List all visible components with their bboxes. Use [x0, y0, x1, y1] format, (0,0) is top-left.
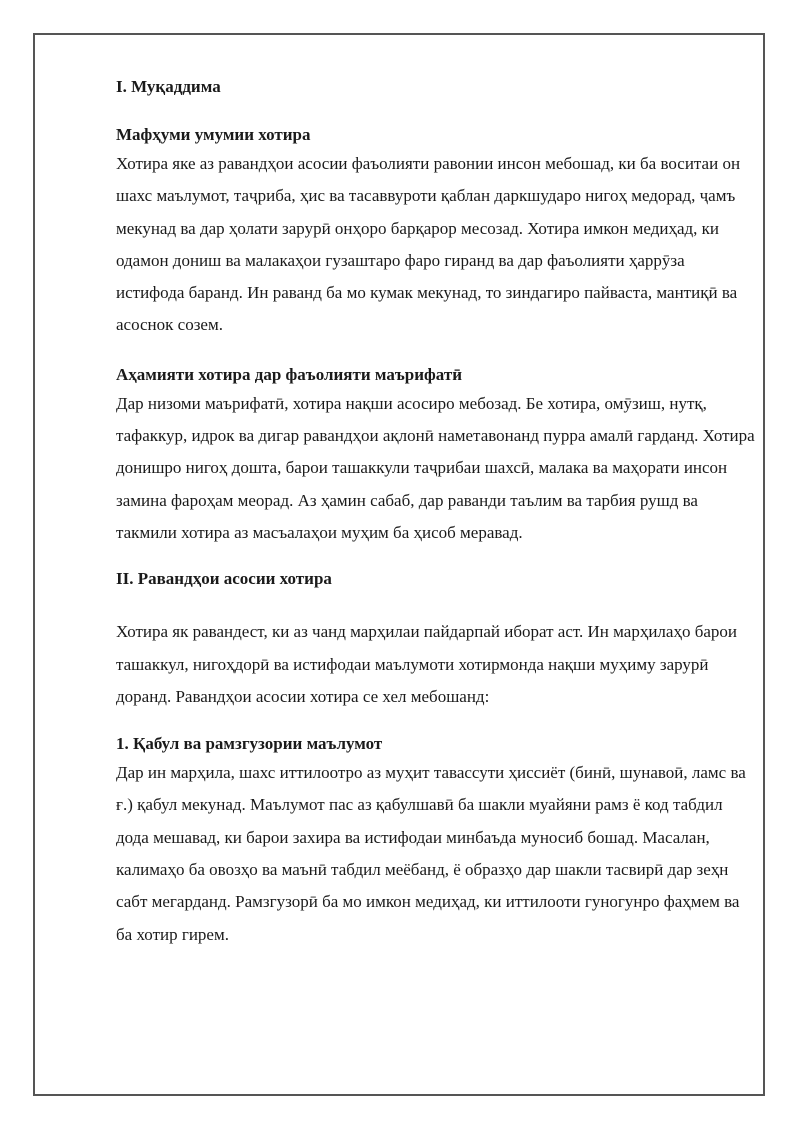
paragraph-memory-importance: Дар низоми маърифатӣ, хотира нақши асосиро мебозад. Бе хотира, омӯзиш, нутқ, тафаккур, идрок ва дигар равандҳои ақлонӣ наметавонанд пурра амалӣ гарданд. Хотира донишро нигоҳ дошта, барои ташаккули таҷрибаи шахсӣ, малака ва маҳорати инсон замина фароҳам меорад. Аз ҳамин сабаб, дар раванди таълим ва тарбия рушд ва такмили хотира аз масъалаҳои муҳим ба ҳисоб меравад.: [116, 393, 755, 542]
paragraph-memory-processes-intro: Хотира як равандест, ки аз чанд марҳилаи пайдарпай иборат аст. Ин марҳилаҳо барои ташаккул, нигоҳдорӣ ва истифодаи маълумоти хотирмонда нақши муҳиму зарурӣ доранд. Равандҳои асосии хотира се хел мебошанд:: [116, 622, 737, 706]
subsection-title-memory-importance: Аҳамияти хотира дар фаъолияти маърифатӣ: [116, 364, 462, 384]
paragraph-memory-concept: Хотира яке аз равандҳои асосии фаъолияти равонии инсон мебошад, ки ба воситаи он шахс маълумот, таҷриба, ҳис ва тасаввуроти қаблан даркшударо нигоҳ медорад, ҷамъ мекунад ва дар ҳолати зарурӣ онҳоро барқарор месозад. Хотира имкон медиҳад, ки одамон дониш ва малакаҳои гузаштаро фаро гиранд ва дар фаъолияти ҳаррӯза истифода баранд. Ин раванд ба мо кумак мекунад, то зиндагиро пайваста, мантиқӣ ва асоснок созем.: [116, 154, 741, 335]
subsection-title-memory-concept: Мафҳуми умумии хотира: [116, 125, 311, 144]
document-body: [116, 74, 756, 951]
section-heading-introduction: I. Муқаддима: [116, 77, 221, 96]
paragraph-encoding: Дар ин марҳила, шахс иттилоотро аз муҳит тавассути ҳиссиёт (бинӣ, шунавоӣ, ламс ва ғ.) қабул мекунад. Маълумот пас аз қабулшавӣ ба шакли муайяни рамз ё код табдил дода мешавад, ки барои захира ва истифодаи минбаъда муносиб бошад. Масалан, калимаҳо ба овозҳо ва маънӣ табдил мeёбанд, ё образҳо дар шакли тасвирӣ дар зеҳн сабт мегарданд. Рамзгузорӣ ба мо имкон медиҳад, ки иттилооти гуногунро фаҳмем ва ба хотир гирем.: [116, 763, 746, 944]
section-heading-memory-processes: II. Равандҳои асосии хотира: [116, 569, 332, 589]
subsection-title-encoding: 1. Қабул ва рамзгузории маълумот: [116, 734, 383, 754]
